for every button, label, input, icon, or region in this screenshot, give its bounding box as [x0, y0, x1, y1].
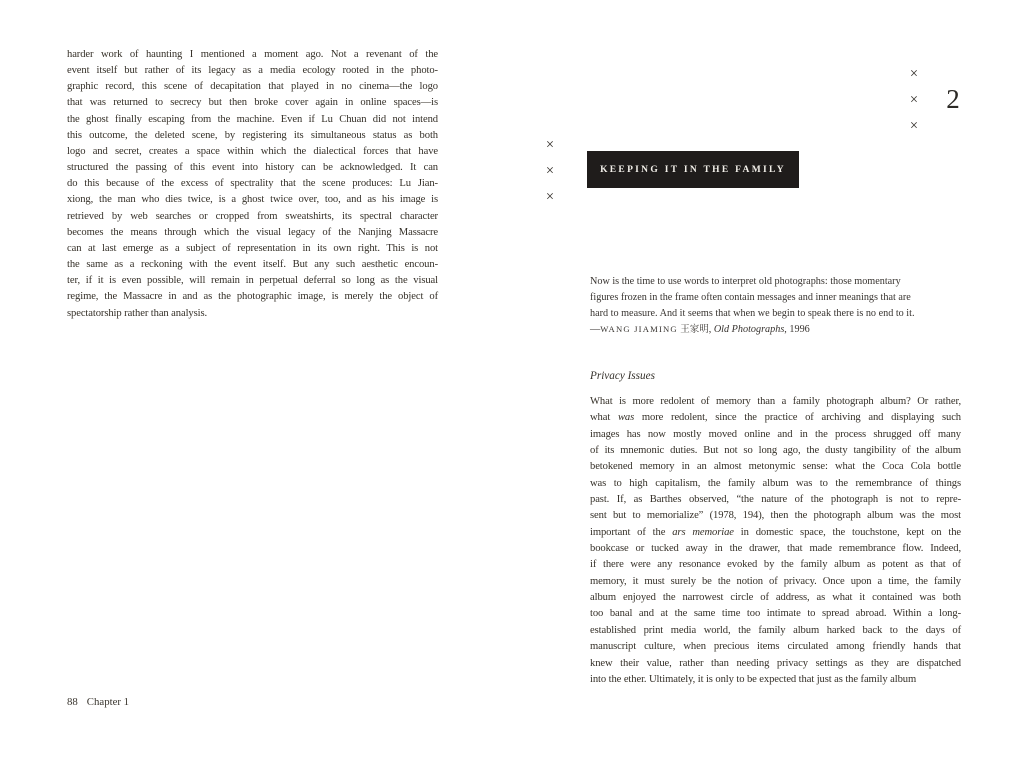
x-ornament-column-left — [542, 132, 558, 210]
text-line: established print media world, the family album harked back to the days of — [590, 624, 961, 636]
text-line: What is more redolent of memory than a family photograph album? Or rather, — [590, 396, 961, 407]
right-page-body-paragraph — [590, 394, 961, 688]
text-line: too banal and at the same time too intimate to spread abroad. Within a long- — [590, 608, 961, 620]
text-line: retrieved by web searches or cropped from sweatshirts, its spectral character — [67, 210, 438, 222]
epigraph-lines — [590, 274, 965, 322]
text-line: what was more redolent, since the practice of archiving and displaying such — [590, 412, 961, 424]
text-line: into the ether. Ultimately, it is only to be expected that just as the family album — [590, 673, 917, 685]
text-line: the same as a reckoning with the event itself. But any such aesthetic encoun- — [67, 259, 438, 271]
text-line: if there were any resonance evoked by the family album as potent as that of — [590, 559, 961, 571]
epigraph-line: hard to measure. And it seems that when we begin to speak there is no end to it. — [590, 307, 915, 319]
text-line: bookcase or tucked away in the drawer, that made remembrance flow. Indeed, — [590, 543, 961, 555]
text-line: can at last emerge as a subject of representation in its own right. This is not — [67, 242, 438, 254]
chapter-title: KEEPING IT IN THE FAMILY — [600, 164, 786, 175]
x-mark-icon: × — [545, 137, 555, 153]
text-line: images has now mostly moved online and in the process shrugged off many — [590, 428, 961, 440]
text-line: betokened memory in an almost metonymic sense: what the Coca Cola bottle — [590, 461, 961, 473]
text-line: of its mnemonic duties. But not so long ago, the dusty tangibility of the album — [590, 445, 961, 457]
text-line: album enjoyed the narrowest circle of address, as what it contained was both — [590, 592, 961, 604]
text-line: event itself but rather of its legacy as a media ecology rooted in the photo- — [67, 65, 438, 77]
chapter-title-banner — [587, 151, 799, 188]
attribution-work-title: Old Photographs — [713, 323, 785, 335]
page-number: 88 — [67, 696, 78, 708]
epigraph-line: figures frozen in the frame often contain messages and inner meanings that are — [590, 291, 911, 303]
left-page-body-paragraph — [67, 47, 438, 322]
attribution-separator: , — [708, 323, 714, 335]
text-line: becomes the means through which the visual legacy of the Nanjing Massacre — [67, 226, 438, 238]
text-line: that was returned to secrecy but then broke cover again in online spaces—is — [67, 97, 438, 109]
text-line: ter, if it is even possible, will remain in perpetual deferral so long as the visual — [67, 275, 438, 287]
text-line: structured the passing of this event into history can be acknowledged. It can — [67, 162, 438, 174]
text-line: manuscript culture, when precious items circulated among friendly hands that — [590, 641, 961, 653]
text-line: graphic record, this scene of decapitation that played in no cinema—the logo — [67, 81, 438, 93]
x-mark-icon: × — [545, 163, 555, 179]
section-heading: Privacy Issues — [590, 370, 655, 382]
chapter-number: 2 — [946, 84, 960, 114]
left-page-footer — [67, 696, 129, 708]
text-line: was to high capitalism, the family album was to the remembrance of things — [590, 477, 961, 489]
epigraph-line: Now is the time to use words to interpret old photographs: those momentary — [590, 276, 901, 287]
running-chapter-label: Chapter 1 — [86, 696, 130, 708]
text-line: memory, it must surely be the notion of privacy. Once upon a time, the family — [590, 575, 961, 587]
text-line: this outcome, the deleted scene, by registering its simultaneous status as both — [67, 129, 438, 141]
text-line: do this because of the excess of spectrality that the scene produces: Lu Jian- — [67, 178, 438, 190]
attribution-year: , 1996 — [784, 323, 810, 335]
text-line: the ghost finally escaping from the machine. Even if Lu Chuan did not intend — [67, 113, 438, 125]
attribution-author-name: WANG JIAMING — [600, 323, 678, 334]
text-line: xiong, the man who dies twice, is a ghost twice over, too, and as his image is — [67, 194, 438, 206]
text-line: sent but to memorialize” (1978, 194), then the photograph album was the most — [590, 510, 961, 522]
x-ornament-column-right — [906, 61, 922, 139]
attribution-author-cjk: 王家明 — [677, 324, 709, 335]
text-line: past. If, as Barthes observed, “the nature of the photograph is not to repre- — [590, 494, 961, 506]
epigraph — [590, 274, 965, 339]
text-line: regime, the Massacre in and as the photographic image, is merely the object of — [67, 291, 438, 303]
epigraph-attribution — [590, 322, 965, 339]
x-mark-icon: × — [545, 189, 555, 205]
x-mark-icon: × — [909, 92, 919, 108]
x-mark-icon: × — [909, 118, 919, 134]
text-line: logo and secret, creates a space within which the dialectical forces that have — [67, 145, 438, 157]
text-line: spectatorship rather than analysis. — [67, 307, 208, 319]
text-line: knew their value, rather than needing privacy settings as they are dispatched — [590, 657, 961, 669]
text-line: harder work of haunting I mentioned a moment ago. Not a revenant of the — [67, 49, 438, 60]
x-mark-icon: × — [909, 66, 919, 82]
attribution-dash: — — [590, 323, 601, 335]
text-line: important of the ars memoriae in domestic space, the touchstone, kept on the — [590, 526, 962, 538]
